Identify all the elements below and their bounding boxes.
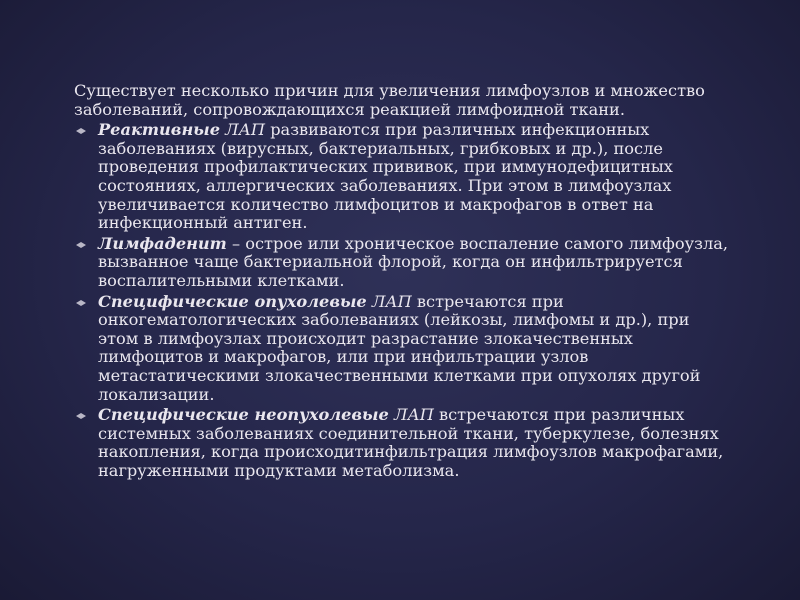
bullet-list bbox=[74, 121, 729, 480]
slide-content bbox=[74, 82, 729, 482]
bullet-text: встречаются при различных системных заболеваниях соединительной ткани, туберкулезе, болезнях накопления, когда происходитинфильтрация лимфоузлов макрофагами, нагруженными продуктами метаболизма. bbox=[98, 405, 724, 480]
list-item bbox=[74, 293, 729, 405]
diamond-bullet-icon bbox=[76, 128, 86, 134]
bullet-term: Реактивные bbox=[98, 120, 221, 140]
list-item bbox=[74, 406, 729, 480]
bullet-abbr: ЛАП bbox=[388, 405, 434, 425]
list-item bbox=[74, 235, 729, 291]
intro-paragraph: Существует несколько причин для увеличения лимфоузлов и множество заболеваний, сопровождающихся реакцией лимфоидной ткани. bbox=[74, 81, 705, 119]
bullet-abbr: ЛАП bbox=[220, 120, 266, 140]
bullet-term: Специфические неопухолевые bbox=[98, 405, 389, 425]
bullet-text: – острое или хроническое воспаление самого лимфоузла, вызванное чаще бактериальной флорой, когда он инфильтрируется воспалительными клетками. bbox=[98, 233, 729, 290]
diamond-bullet-icon bbox=[76, 242, 86, 248]
bullet-abbr: ЛАП bbox=[366, 291, 412, 311]
bullet-term: Лимфаденит bbox=[98, 233, 227, 253]
diamond-bullet-icon bbox=[76, 413, 86, 419]
bullet-text: встречаются при онкогематологических заболеваниях (лейкозы, лимфомы и др.), при этом в лимфоузлах происходит разрастание злокачественных лимфоцитов и макрофагов, или при инфильтрации узлов метастатическими злокачественными клетками при опухолях другой локализации. bbox=[98, 291, 701, 404]
bullet-text: развиваются при различных инфекционных заболеваниях (вирусных, бактериальных, грибковых и др.), после проведения профилактических прививок, при иммунодефицитных состояниях, аллергических заболеваниях. При этом в лимфоузлах увеличивается количество лимфоцитов и макрофагов в ответ на инфекционный антиген. bbox=[98, 120, 673, 233]
list-item bbox=[74, 121, 729, 233]
diamond-bullet-icon bbox=[76, 300, 86, 306]
bullet-term: Специфические опухолевые bbox=[98, 291, 367, 311]
